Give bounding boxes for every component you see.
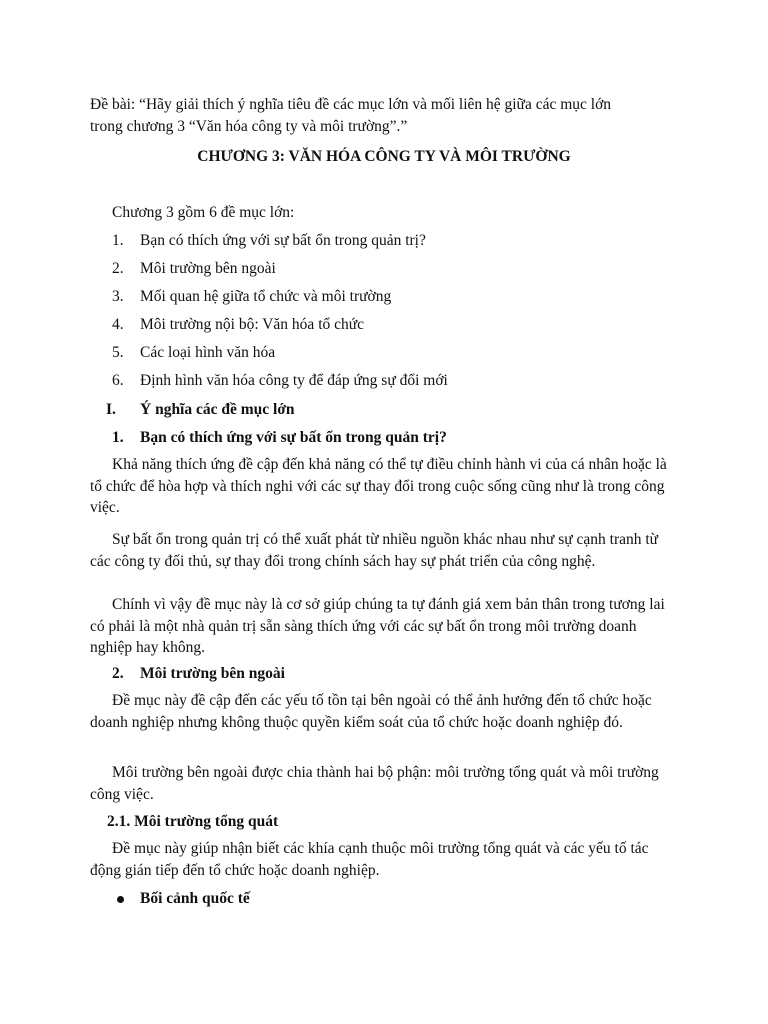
list-number: 6.	[112, 372, 124, 389]
prompt-line-1: Đề bài: “Hãy giải thích ý nghĩa tiêu đề các mục lớn và mối liên hệ giữa các mục lớn	[90, 96, 612, 113]
section-number: I.	[106, 401, 116, 418]
paragraph: Sự bất ổn trong quản trị có thể xuất phát từ nhiều nguồn khác nhau như sự cạnh tranh từ các công ty đối thủ, sự thay đổi trong chính sách hay sự phát triển của công nghệ.	[90, 531, 659, 570]
list-number: 2.	[112, 260, 124, 277]
list-number: 3.	[112, 288, 124, 305]
paragraph: Đề mục này đề cập đến các yếu tố tồn tại bên ngoài có thể ảnh hưởng đến tổ chức hoặc doanh nghiệp nhưng không thuộc quyền kiểm soát của tổ chức hoặc doanh nghiệp đó.	[90, 692, 652, 731]
paragraph: Khả năng thích ứng đề cập đến khả năng có thể tự điều chỉnh hành vi của cá nhân hoặc là tổ chức để hòa hợp và thích nghi với các sự thay đổi trong cuộc sống cũng như là trong công việc.	[90, 456, 667, 516]
subsection-heading: Bạn có thích ứng với sự bất ổn trong quản trị?	[140, 429, 447, 446]
list-item: Môi trường nội bộ: Văn hóa tổ chức	[140, 316, 365, 333]
list-item: Các loại hình văn hóa	[140, 344, 276, 361]
list-number: 1.	[112, 232, 124, 249]
subsection-number: 1.	[112, 429, 124, 446]
chapter-title: CHƯƠNG 3: VĂN HÓA CÔNG TY VÀ MÔI TRƯỜNG	[197, 148, 571, 165]
subsection-heading: Môi trường bên ngoài	[140, 665, 285, 682]
paragraph: Môi trường bên ngoài được chia thành hai bộ phận: môi trường tổng quát và môi trường công việc.	[90, 764, 659, 803]
list-item: Định hình văn hóa công ty để đáp ứng sự đổi mới	[140, 372, 448, 389]
list-item: Bạn có thích ứng với sự bất ổn trong quản trị?	[140, 232, 426, 249]
list-item: Môi trường bên ngoài	[140, 260, 276, 277]
prompt-line-2: trong chương 3 “Văn hóa công ty và môi trường”.”	[90, 118, 408, 135]
section-heading: Ý nghĩa các đề mục lớn	[140, 401, 295, 418]
paragraph: Chính vì vậy đề mục này là cơ sở giúp chúng ta tự đánh giá xem bản thân trong tương lai có phải là một nhà quản trị sẵn sàng thích ứng với các sự bất ổn trong môi trường doanh nghiệp hay không.	[90, 596, 665, 656]
list-item: Mối quan hệ giữa tổ chức và môi trường	[140, 288, 392, 305]
paragraph: Đề mục này giúp nhận biết các khía cạnh thuộc môi trường tổng quát và các yếu tố tác động gián tiếp đến tổ chức hoặc doanh nghiệp.	[90, 840, 649, 879]
subsection-heading: 2.1. Môi trường tổng quát	[107, 813, 279, 830]
list-number: 5.	[112, 344, 124, 361]
intro-text: Chương 3 gồm 6 đề mục lớn:	[112, 204, 295, 221]
bullet-dot	[117, 896, 124, 903]
subsection-number: 2.	[112, 665, 124, 682]
bullet-item: Bối cảnh quốc tế	[140, 890, 250, 907]
list-number: 4.	[112, 316, 124, 333]
